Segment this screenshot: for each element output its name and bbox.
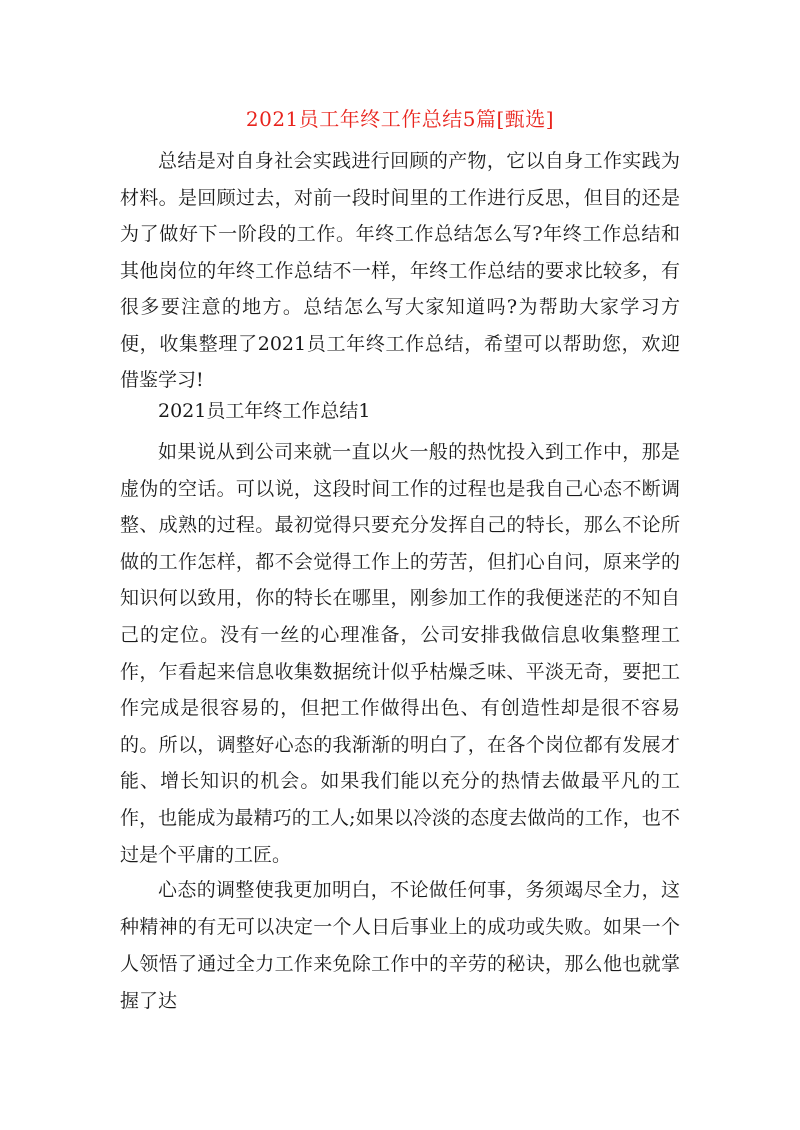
intro-paragraph: 总结是对自身社会实践进行回顾的产物，它以自身工作实践为材料。是回顾过去，对前一段时间里的工作进行反思，但目的还是为了做好下一阶段的工作。年终工作总结怎么写?年终工作总结和其他岗位的年终工作总结不一样，年终工作总结的要求比较多，有很多要注意的地方。总结怎么写大家知道吗?为帮助大家学习方便，收集整理了2021员工年终工作总结，希望可以帮助您，欢迎借鉴学习! (120, 150, 680, 391)
document-title: 2021员工年终工作总结5篇[甄选] (245, 107, 555, 131)
body-paragraph-2: 心态的调整使我更加明白，不论做任何事，务须竭尽全力，这种精神的有无可以决定一个人日后事业上的成功或失败。如果一个人领悟了通过全力工作来免除工作中的辛劳的秘诀，那么他也就掌握了达 (120, 879, 680, 1012)
body-paragraph-1: 如果说从到公司来就一直以火一般的热忱投入到工作中，那是虚伪的空话。可以说，这段时间工作的过程也是我自己心态不断调整、成熟的过程。最初觉得只要充分发挥自己的特长，那么不论所做的工作怎样，都不会觉得工作上的劳苦，但扪心自问，原来学的知识何以致用，你的特长在哪里，刚参加工作的我便迷茫的不知自己的定位。没有一丝的心理准备，公司安排我做信息收集整理工作，乍看起来信息收集数据统计似乎枯燥乏味、平淡无奇，要把工作完成是很容易的，但把工作做得出色、有创造性却是很不容易的。所以，调整好心态的我渐渐的明白了，在各个岗位都有发展才能、增长知识的机会。如果我们能以充分的热情去做最平凡的工作，也能成为最精巧的工人;如果以冷淡的态度去做尚的工作，也不过是个平庸的工匠。 (120, 441, 680, 866)
section-heading: 2021员工年终工作总结1 (158, 400, 371, 422)
